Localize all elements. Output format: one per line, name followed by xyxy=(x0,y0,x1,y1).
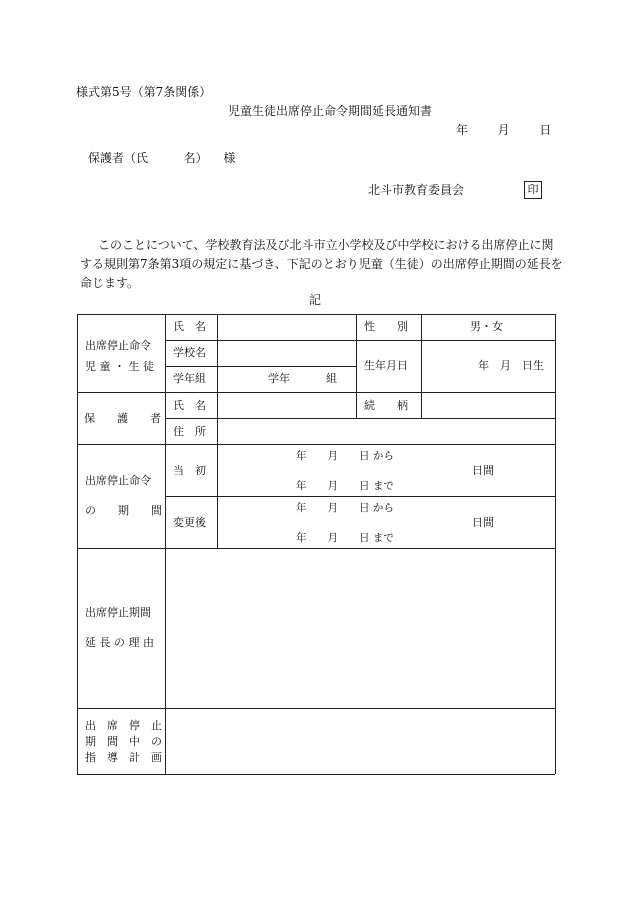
changed-to: 年 月 日 まで xyxy=(296,532,394,544)
column-divider xyxy=(165,314,166,774)
row-divider xyxy=(77,548,555,549)
row-divider xyxy=(77,708,555,709)
column-divider xyxy=(421,314,422,418)
column-divider xyxy=(356,314,357,418)
gender-value: 男・女 xyxy=(470,320,503,333)
table-border-top xyxy=(77,314,555,315)
student-name-label: 氏 名 xyxy=(173,320,206,333)
form-number: 様式第5号（第7条関係） xyxy=(76,85,212,99)
grade-class: 組 xyxy=(326,372,337,385)
birth-label: 生年月日 xyxy=(364,359,408,372)
recipient-line xyxy=(88,151,235,165)
date-year: 年 xyxy=(456,123,469,137)
changed-from: 年 月 日 から xyxy=(296,502,394,514)
gender-label: 性 別 xyxy=(364,320,408,333)
date-day: 日 xyxy=(539,123,552,137)
relation-label: 続 柄 xyxy=(364,399,408,412)
recipient-name-suffix: 名） xyxy=(183,151,208,165)
document-title: 児童生徒出席停止命令期間延長通知書 xyxy=(228,104,433,118)
column-divider xyxy=(217,314,218,548)
changed-label: 変更後 xyxy=(173,516,206,529)
row-divider xyxy=(77,444,555,445)
reason-header-line2: 延 長 の 理 由 xyxy=(85,636,154,649)
reason-header-line1: 出席停止期間 xyxy=(85,606,151,619)
seal-mark: 印 xyxy=(524,181,542,199)
plan-header-line1: 出 席 停 止 xyxy=(85,719,162,732)
birth-value: 年 月 日生 xyxy=(478,359,544,372)
grade-year: 学年 xyxy=(268,372,290,385)
ki-heading: 記 xyxy=(309,293,322,307)
initial-label: 当 初 xyxy=(173,464,206,477)
date-month: 月 xyxy=(497,123,510,137)
row-divider xyxy=(165,340,555,341)
row-divider xyxy=(165,418,555,419)
initial-to: 年 月 日 まで xyxy=(296,480,394,492)
row-divider xyxy=(77,392,555,393)
student-header-line1: 出席停止命令 xyxy=(85,339,151,352)
guardian-header: 保 護 者 xyxy=(84,412,161,425)
table-border-left xyxy=(77,314,78,774)
initial-from: 年 月 日 から xyxy=(296,450,394,462)
issue-date xyxy=(456,123,551,137)
changed-days: 日間 xyxy=(472,516,494,529)
school-label: 学校名 xyxy=(173,346,206,359)
student-header-line2: 児 童 ・ 生 徒 xyxy=(85,360,154,373)
initial-days: 日間 xyxy=(472,464,494,477)
recipient-honorific: 様 xyxy=(223,151,236,165)
table-border-bottom xyxy=(77,774,555,775)
table-border-right xyxy=(555,314,556,774)
guardian-name-label: 氏 名 xyxy=(173,399,206,412)
notice-paragraph-text: このことについて、学校教育法及び北斗市立小学校及び中学校における出席停止に関する規則第7条第3項の規定に基づき、下記のとおり児童（生徒）の出席停止期間の延長を命じます。 xyxy=(80,238,563,290)
plan-header-line3: 指 導 計 画 xyxy=(85,751,162,764)
grade-label: 学年組 xyxy=(173,372,206,385)
plan-header-line2: 期 間 中 の xyxy=(85,735,162,748)
issuer-name: 北斗市教育委員会 xyxy=(368,183,465,197)
notice-paragraph xyxy=(80,236,565,293)
address-label: 住 所 xyxy=(173,425,206,438)
recipient-prefix: 保護者（氏 xyxy=(88,151,149,165)
row-divider xyxy=(165,496,555,497)
period-header-line2: の 期 間 xyxy=(85,504,162,517)
period-header-line1: 出席停止命令 xyxy=(85,474,151,487)
row-divider xyxy=(165,366,356,367)
